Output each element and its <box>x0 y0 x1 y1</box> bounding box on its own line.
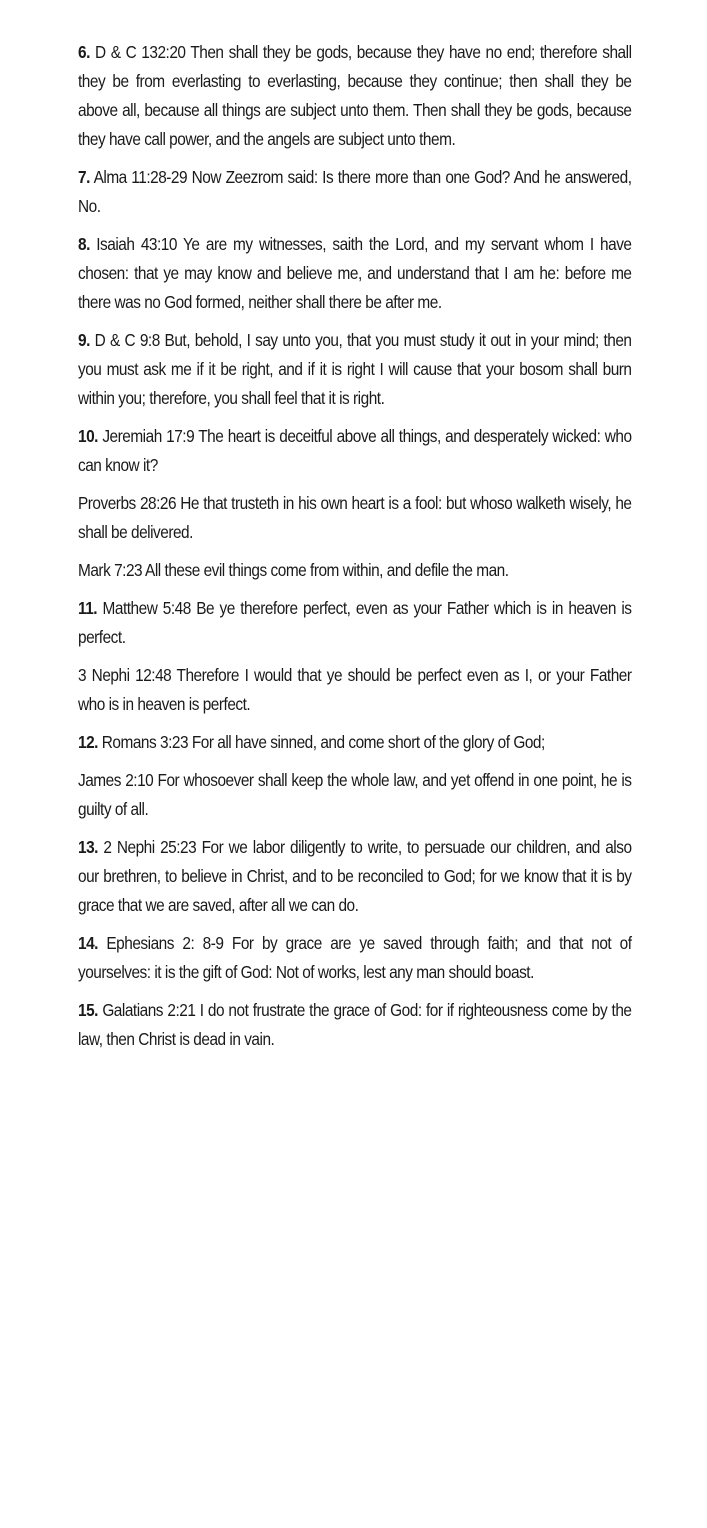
paragraph-8 <box>78 230 632 317</box>
paragraph-7 <box>78 163 632 221</box>
paragraph-text: Galatians 2:21 I do not frustrate the grace of God: for if righteousness come by the law, then Christ is dead in vain. <box>78 1000 632 1049</box>
paragraph-9 <box>78 326 632 413</box>
paragraph-text: D & C 132:20 Then shall they be gods, because they have no end; therefore shall they be from everlasting to everlasting, because they continue; then shall they be above all, because all things are subject unto them. Then shall they be gods, because they have call power, and the angels are subject unto them. <box>78 42 632 149</box>
paragraph-number: 12. <box>78 732 98 752</box>
paragraph-text: D & C 9:8 But, behold, I say unto you, that you must study it out in your mind; then you must ask me if it be right, and if it is right I will cause that your bosom shall burn within you; therefore, you shall feel that it is right. <box>78 330 632 408</box>
paragraph-number: 6. <box>78 42 90 62</box>
paragraph-text: Romans 3:23 For all have sinned, and come short of the glory of God; <box>97 732 545 752</box>
paragraph-text: Proverbs 28:26 He that trusteth in his own heart is a fool: but whoso walketh wisely, he shall be delivered. <box>78 493 632 542</box>
paragraph-3-nephi <box>78 661 632 719</box>
paragraph-number: 10. <box>78 426 98 446</box>
paragraph-number: 7. <box>78 167 90 187</box>
paragraph-number: 8. <box>78 234 90 254</box>
paragraph-proverbs <box>78 489 632 547</box>
paragraph-number: 13. <box>78 837 98 857</box>
document-body <box>78 38 632 1063</box>
paragraph-james <box>78 766 632 824</box>
paragraph-12 <box>78 728 632 757</box>
paragraph-13 <box>78 833 632 920</box>
paragraph-text: Matthew 5:48 Be ye therefore perfect, even as your Father which is in heaven is perfect. <box>78 598 632 647</box>
paragraph-mark <box>78 556 632 585</box>
paragraph-text: James 2:10 For whosoever shall keep the whole law, and yet offend in one point, he is guilty of all. <box>78 770 632 819</box>
paragraph-6 <box>78 38 632 154</box>
paragraph-number: 14. <box>78 933 98 953</box>
paragraph-number: 15. <box>78 1000 98 1020</box>
paragraph-text: Mark 7:23 All these evil things come from within, and defile the man. <box>78 560 509 580</box>
paragraph-number: 11. <box>78 598 98 618</box>
paragraph-text: 2 Nephi 25:23 For we labor diligently to write, to persuade our children, and also our brethren, to believe in Christ, and to be reconciled to God; for we know that it is by grace that we are saved, after all we can do. <box>78 837 632 915</box>
paragraph-text: Alma 11:28-29 Now Zeezrom said: Is there more than one God? And he answered, No. <box>78 167 632 216</box>
paragraph-15 <box>78 996 632 1054</box>
paragraph-text: 3 Nephi 12:48 Therefore I would that ye should be perfect even as I, or your Father who is in heaven is perfect. <box>78 665 632 714</box>
paragraph-10 <box>78 422 632 480</box>
paragraph-11 <box>78 594 632 652</box>
paragraph-text: Ephesians 2: 8-9 For by grace are ye saved through faith; and that not of yourselves: it is the gift of God: Not of works, lest any man should boast. <box>78 933 632 982</box>
paragraph-text: Isaiah 43:10 Ye are my witnesses, saith the Lord, and my servant whom I have chosen: that ye may know and believe me, and understand that I am he: before me there was no God formed, neither shall there be after me. <box>78 234 632 312</box>
paragraph-14 <box>78 929 632 987</box>
paragraph-number: 9. <box>78 330 90 350</box>
paragraph-text: Jeremiah 17:9 The heart is deceitful above all things, and desperately wicked: who can know it? <box>78 426 632 475</box>
